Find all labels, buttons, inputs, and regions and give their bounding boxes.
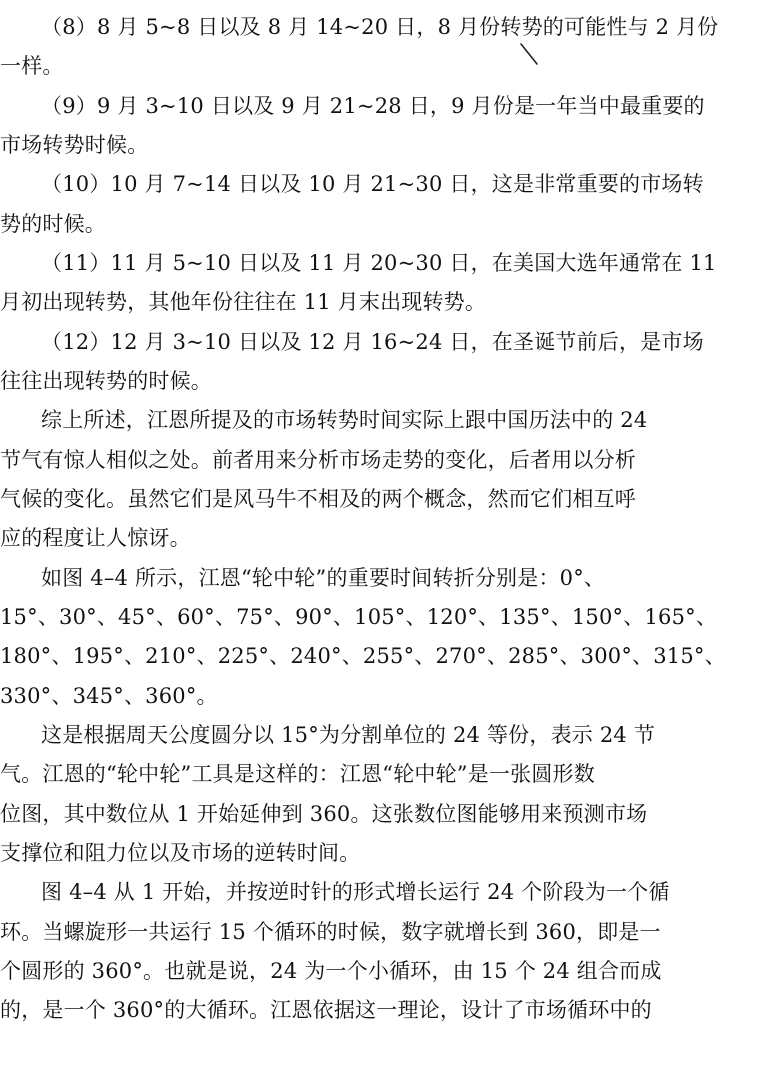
text-line: 气候的变化。虽然它们是风马牛不相及的两个概念，然而它们相互呼 xyxy=(0,487,636,511)
text-line: 气。江恩的“轮中轮”工具是这样的：江恩“轮中轮”是一张圆形数 xyxy=(0,762,595,786)
text-line: 的，是一个 360°的大循环。江恩依据这一理论，设计了市场循环中的 xyxy=(0,998,652,1022)
text-line: 月初出现转势，其他年份往往在 11 月末出现转势。 xyxy=(0,290,487,314)
text-line: （10）10 月 7~14 日以及 10 月 21~30 日，这是非常重要的市场转 xyxy=(41,172,704,196)
text-line: 往往出现转势的时候。 xyxy=(0,369,212,393)
text-line: 支撑位和阻力位以及市场的逆转时间。 xyxy=(0,841,361,865)
text-line: 一样。 xyxy=(0,54,64,78)
text-line: 如图 4–4 所示，江恩“轮中轮”的重要时间转折分别是：0°、 xyxy=(41,566,606,590)
text-line: 180°、195°、210°、225°、240°、255°、270°、285°、300°、315°、 xyxy=(0,644,726,668)
text-line: 环。当螺旋形一共运行 15 个循环的时候，数字就增长到 360，即是一 xyxy=(0,920,661,944)
text-line: （9）9 月 3~10 日以及 9 月 21~28 日，9 月份是一年当中最重要的 xyxy=(41,94,705,118)
text-line: 15°、30°、45°、60°、75°、90°、105°、120°、135°、150°、165°、 xyxy=(0,605,718,629)
text-line: 330°、345°、360°。 xyxy=(0,684,218,708)
text-line: 个圆形的 360°。也就是说，24 为一个小循环，由 15 个 24 组合而成 xyxy=(0,959,662,983)
text-line: （12）12 月 3~10 日以及 12 月 16~24 日，在圣诞节前后，是市场 xyxy=(41,330,704,354)
text-line: 位图，其中数位从 1 开始延伸到 360。这张数位图能够用来预测市场 xyxy=(0,802,648,826)
text-line: （8）8 月 5~8 日以及 8 月 14~20 日，8 月份转势的可能性与 2 月份 xyxy=(41,15,719,39)
text-line: （11）11 月 5~10 日以及 11 月 20~30 日，在美国大选年通常在 11 xyxy=(41,251,717,275)
text-line: 节气有惊人相似之处。前者用来分析市场走势的变化，后者用以分析 xyxy=(0,448,636,472)
pen-stroke-mark xyxy=(518,42,540,68)
text-line: 市场转势时候。 xyxy=(0,133,149,157)
text-line: 综上所述，江恩所提及的市场转势时间实际上跟中国历法中的 24 xyxy=(41,408,648,432)
text-line: 应的程度让人惊讶。 xyxy=(0,526,191,550)
text-line: 图 4–4 从 1 开始，并按逆时针的形式增长运行 24 个阶段为一个循 xyxy=(41,880,670,904)
text-line: 势的时候。 xyxy=(0,212,106,236)
text-line: 这是根据周天公度圆分以 15°为分割单位的 24 等份，表示 24 节 xyxy=(41,723,656,747)
